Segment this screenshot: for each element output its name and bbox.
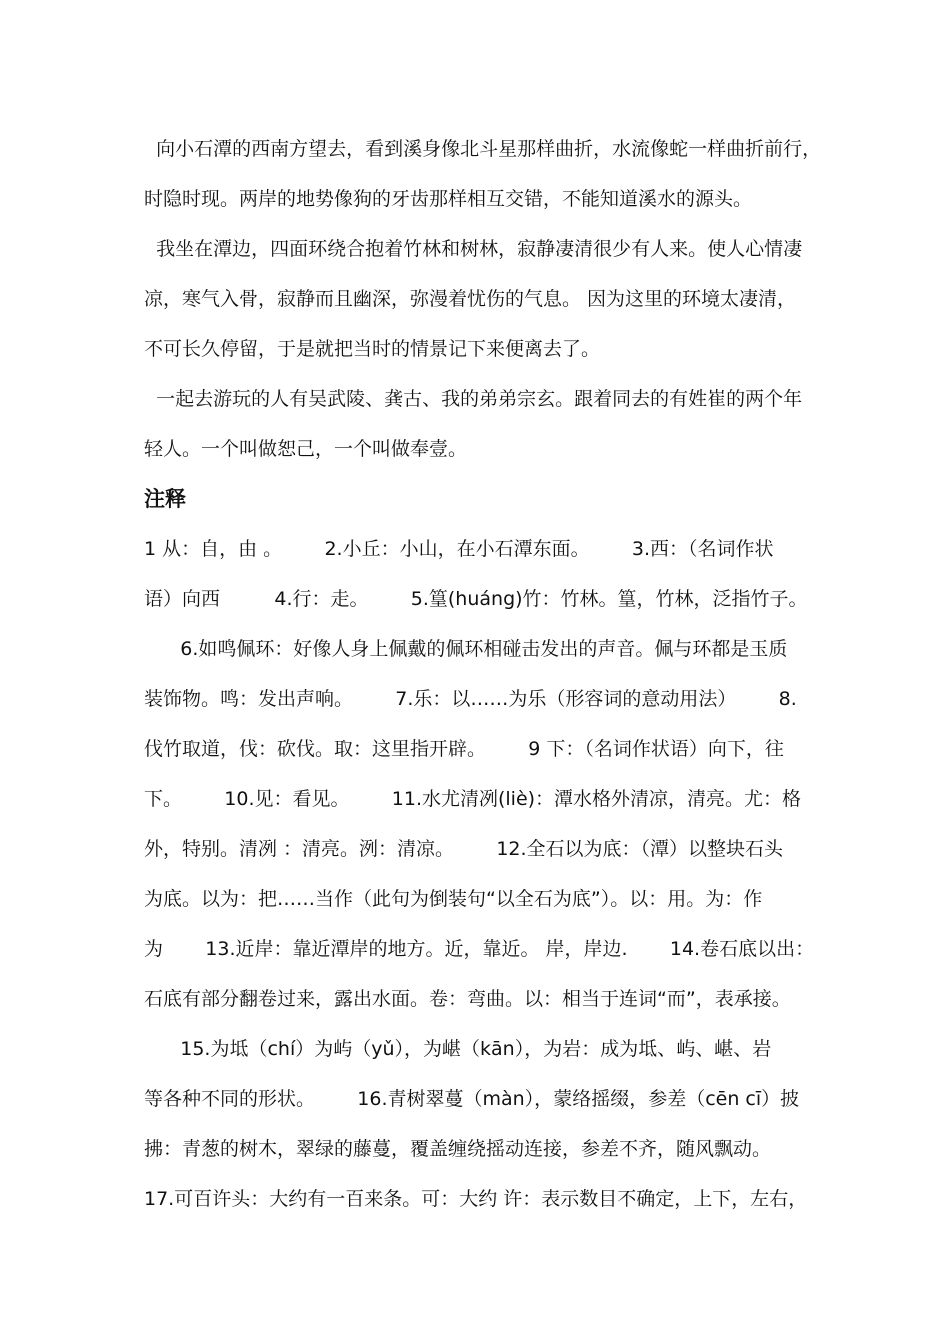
note-line-1: 1 从：自，由 。 2.小丘：小山，在小石潭东面。 3.西：（名词作状 <box>144 538 774 560</box>
note-line-11: 15.为坻（chí）为屿（yǔ），为嵁（kān），为岩：成为坻、屿、嵁、岩 <box>144 1038 772 1060</box>
note-line-7: 外，特别。清冽 ：清亮。洌：清凉。 12.全石以为底：（潭）以整块石头 <box>144 838 784 860</box>
translation-line-6: 一起去游玩的人有吴武陵、龚古、我的弟弟宗玄。跟着同去的有姓崔的两个年 <box>144 388 803 410</box>
translation-line-1: 向小石潭的西南方望去，看到溪身像北斗星那样曲折，水流像蛇一样曲折前行， <box>144 138 822 160</box>
translation-line-3: 我坐在潭边，四面环绕合抱着竹林和树林，寂静凄清很少有人来。使人心情凄 <box>144 238 803 260</box>
note-line-2: 语）向西 4.行：走。 5.篁(huáng)竹：竹林。篁，竹林，泛指竹子。 <box>144 588 808 610</box>
note-line-9: 为 13.近岸：靠近潭岸的地方。近，靠近。 岸，岸边. 14.卷石底以出： <box>144 938 815 960</box>
notes-heading: 注释 <box>144 487 186 511</box>
note-line-12: 等各种不同的形状。 16.青树翠蔓（màn），蒙络摇缀，参差（cēn cī）披 <box>144 1088 800 1110</box>
note-line-10: 石底有部分翻卷过来，露出水面。卷：弯曲。以：相当于连词“而”，表承接。 <box>144 988 791 1010</box>
note-line-6: 下。 10.见：看见。 11.水尤清冽(liè)：潭水格外清凉，清亮。尤：格 <box>144 788 802 810</box>
translation-line-4: 凉，寒气入骨，寂静而且幽深，弥漫着忧伤的气息。 因为这里的环境太凄清， <box>144 288 797 310</box>
translation-line-2: 时隐时现。两岸的地势像狗的牙齿那样相互交错，不能知道溪水的源头。 <box>144 188 753 210</box>
note-line-13: 拂：青葱的树木，翠绿的藤蔓，覆盖缠绕摇动连接，参差不齐，随风飘动。 <box>144 1138 772 1160</box>
note-line-5: 伐竹取道，伐：砍伐。取：这里指开辟。 9 下：（名词作状语）向下，往 <box>144 738 784 760</box>
note-line-4: 装饰物。鸣：发出声响。 7.乐：以……为乐（形容词的意动用法） 8. <box>144 688 797 710</box>
translation-line-5: 不可长久停留，于是就把当时的情景记下来便离去了。 <box>144 338 601 360</box>
translation-line-7: 轻人。一个叫做恕己，一个叫做奉壹。 <box>144 438 468 460</box>
note-line-14: 17.可百许头：大约有一百来条。可：大约 许：表示数目不确定，上下，左右， <box>144 1188 808 1210</box>
note-line-8: 为底。以为：把……当作（此句为倒装句“以全石为底”）。以：用。为：作 <box>144 888 763 910</box>
note-line-3: 6.如鸣佩环：好像人身上佩戴的佩环相碰击发出的声音。佩与环都是玉质 <box>144 638 788 660</box>
